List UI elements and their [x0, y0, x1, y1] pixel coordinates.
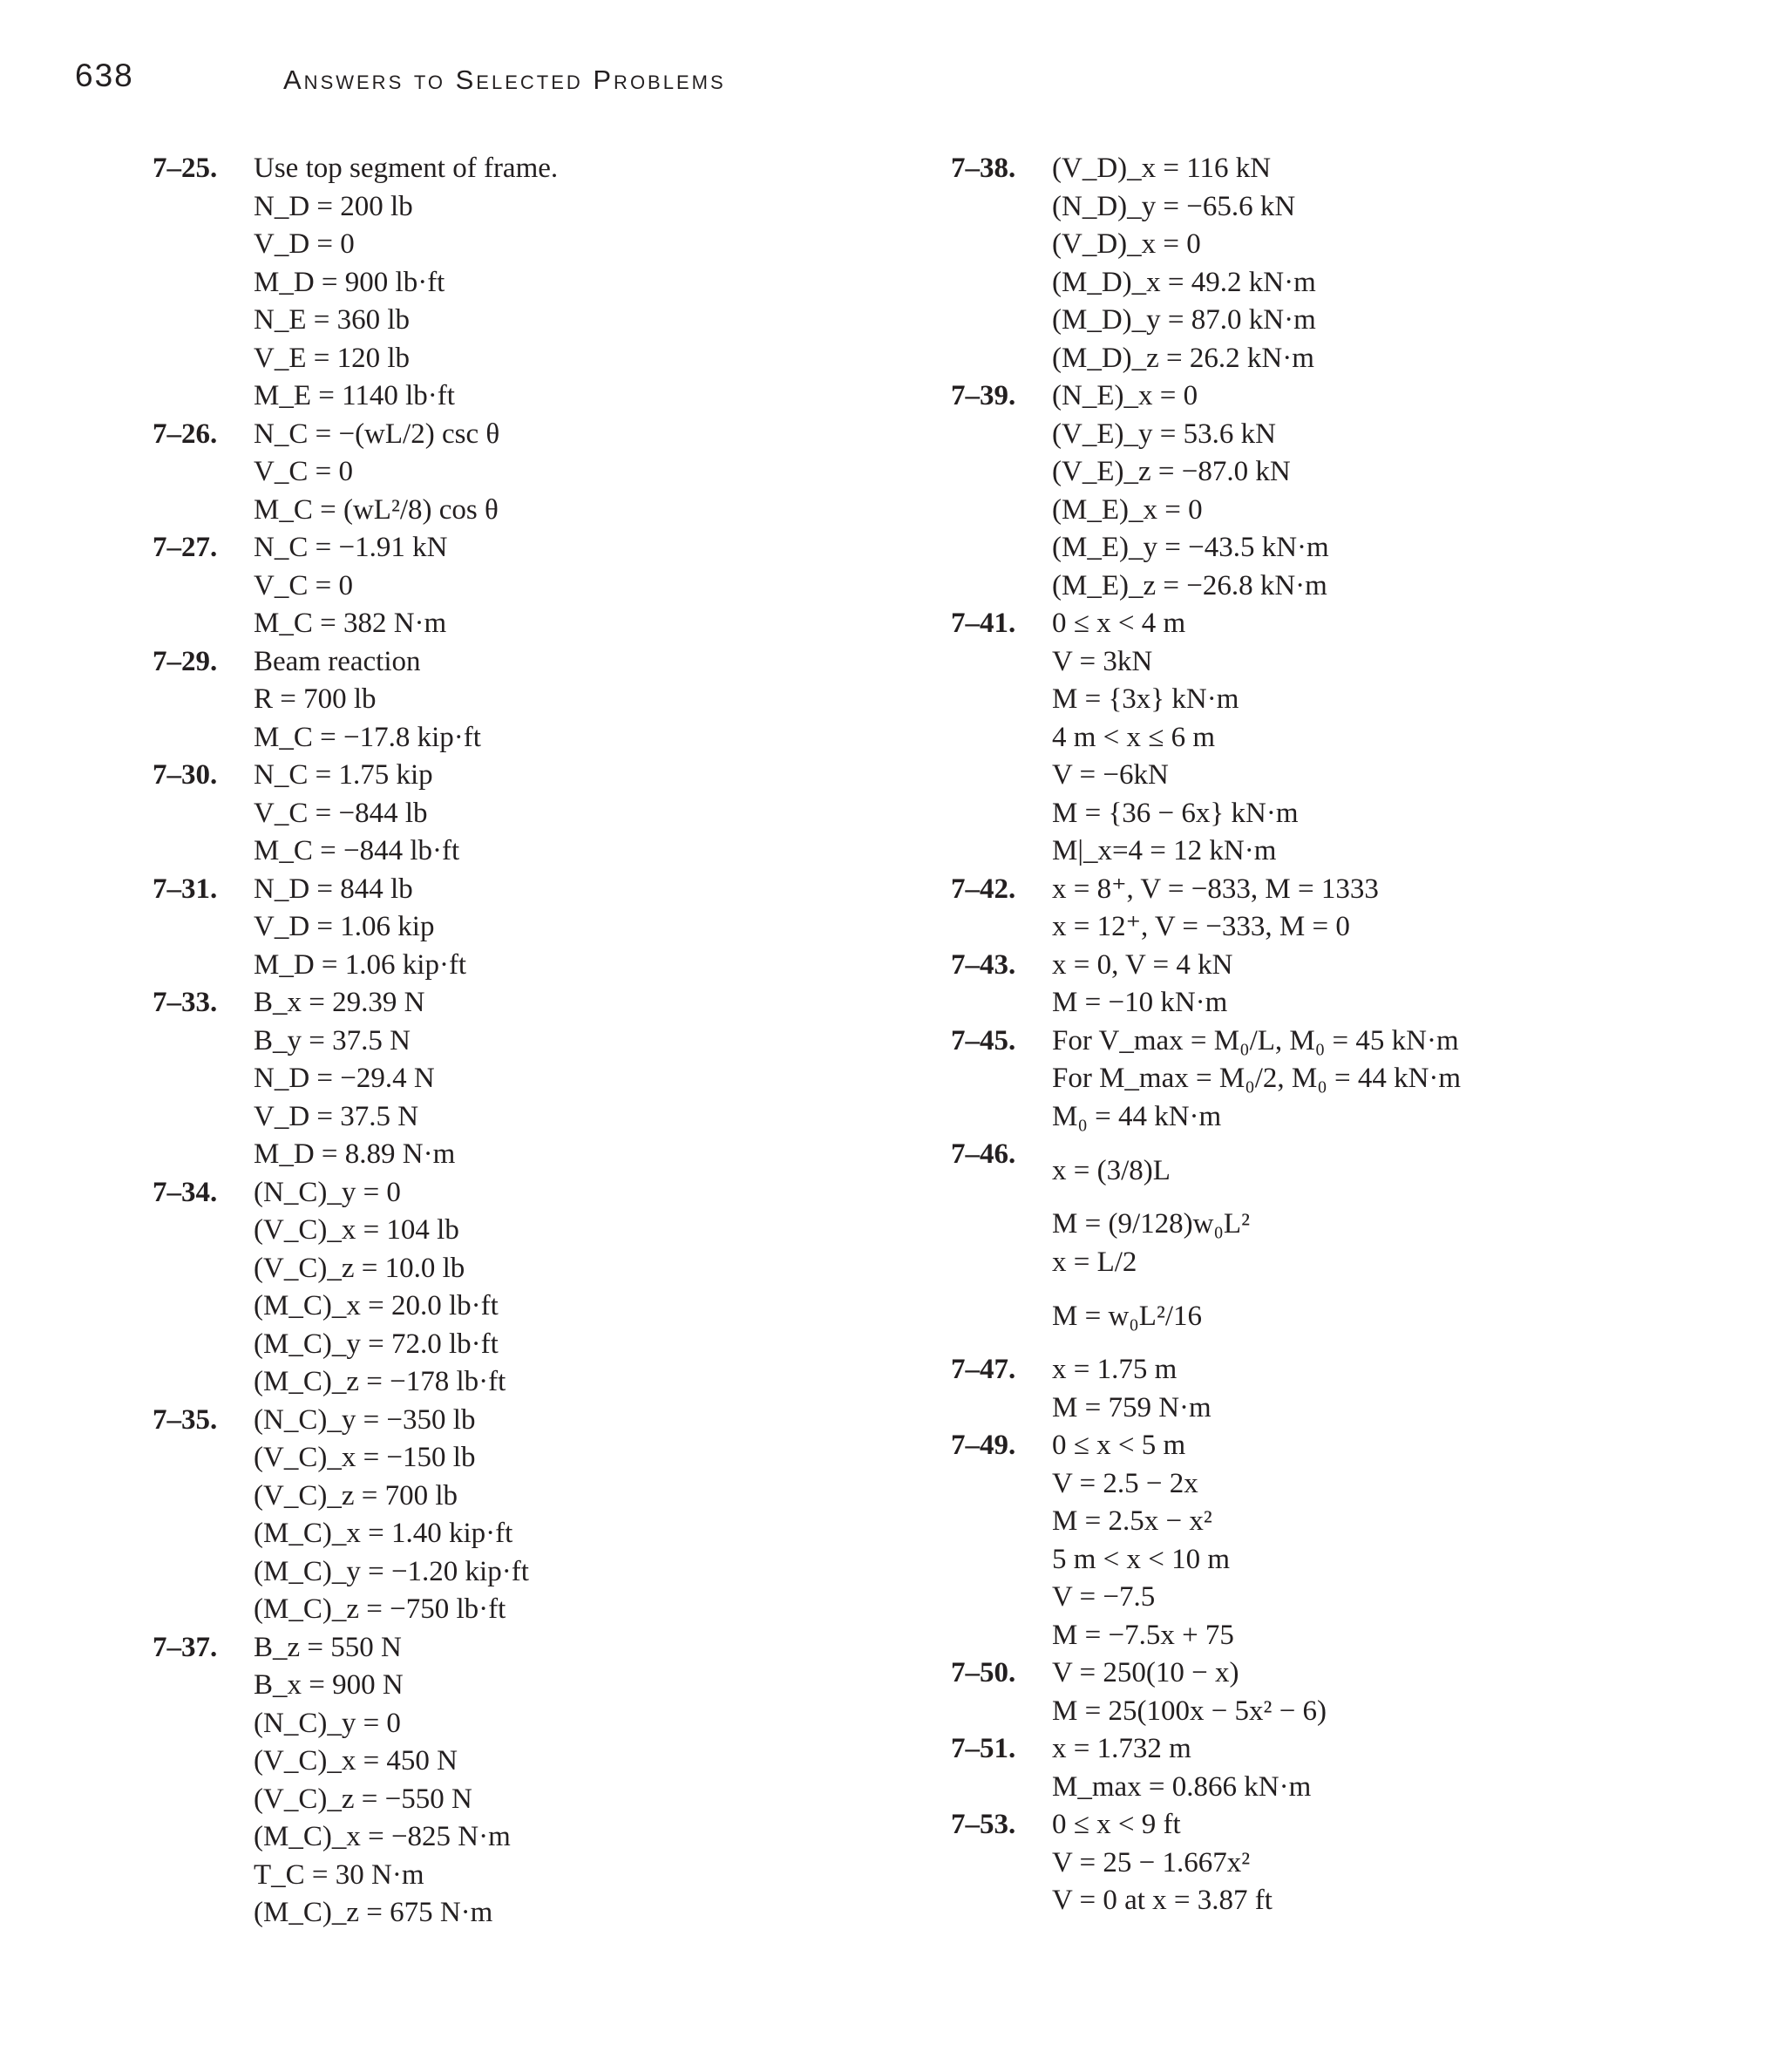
problem-number: 7–25. [153, 153, 218, 184]
answer-line: (V_C)_z = 700 lb [254, 1479, 458, 1512]
problem-number: 7–27. [153, 532, 218, 563]
answer-line: (M_E)_x = 0 [1052, 493, 1203, 526]
answer-entry [951, 1806, 1461, 1920]
answer-entry [153, 150, 558, 416]
answer-line: M_D = 900 lb·ft [254, 266, 445, 298]
answer-lines [1052, 377, 1329, 605]
answer-line: (M_C)_y = −1.20 kip·ft [254, 1555, 529, 1587]
answer-entry [951, 605, 1461, 871]
problem-number: 7–46. [951, 1138, 1016, 1170]
answer-lines [1052, 150, 1316, 377]
answer-lines [254, 416, 499, 530]
answer-line: x = 0, V = 4 kN [1052, 948, 1233, 981]
answer-entry [951, 1427, 1461, 1654]
answer-lines [1052, 1351, 1211, 1427]
answer-line: Use top segment of frame. [254, 153, 559, 184]
problem-number: 7–31. [153, 873, 218, 905]
answer-line: (M_C)_z = −178 lb·ft [254, 1366, 506, 1397]
answer-line: (V_C)_x = 450 N [254, 1745, 458, 1776]
answer-entry [153, 1174, 558, 1402]
answer-line: M_D = 1.06 kip·ft [254, 948, 467, 981]
answer-line: N_C = −(wL/2) csc θ [254, 418, 500, 450]
problem-number: 7–50. [951, 1657, 1016, 1688]
running-head: Answers to Selected Problems [283, 65, 726, 95]
answer-line: V_C = −844 lb [254, 797, 428, 829]
answer-line: M_E = 1140 lb·ft [254, 380, 455, 411]
answer-line: 0 ≤ x < 4 m [1052, 608, 1186, 639]
answer-entry [153, 871, 558, 985]
answer-line: M₀ = 44 kN·m [1052, 1100, 1222, 1132]
answer-line: V_C = 0 [254, 569, 353, 601]
answer-lines [254, 757, 459, 871]
answer-entry [153, 1402, 558, 1629]
answer-entry [951, 150, 1461, 377]
answer-line: (N_D)_y = −65.6 kN [1052, 190, 1296, 222]
answer-line: (N_C)_y = 0 [254, 1707, 401, 1739]
answer-lines [254, 1402, 529, 1629]
answer-line: M = (9/128)w₀L² [1052, 1208, 1250, 1240]
answer-line: M = 25(100x − 5x² − 6) [1052, 1695, 1327, 1727]
answer-line: (V_E)_y = 53.6 kN [1052, 418, 1276, 450]
problem-number: 7–39. [951, 380, 1016, 411]
answer-line: M_C = 382 N·m [254, 608, 447, 639]
answer-line: N_E = 360 lb [254, 304, 411, 336]
answer-line: (V_E)_z = −87.0 kN [1052, 456, 1291, 487]
answer-line: M = 759 N·m [1052, 1391, 1211, 1423]
answer-lines [254, 1629, 511, 1933]
answer-line: M_C = −844 lb·ft [254, 835, 460, 866]
answer-line: V_C = 0 [254, 456, 353, 487]
problem-number: 7–34. [153, 1176, 218, 1208]
answer-line: M|_x=4 = 12 kN·m [1052, 835, 1277, 866]
answer-lines [1052, 1427, 1234, 1654]
answer-line: (N_E)_x = 0 [1052, 380, 1198, 411]
answer-entry [951, 871, 1461, 947]
answer-line: (V_C)_z = 10.0 lb [254, 1252, 465, 1284]
answer-line: (M_C)_z = −750 lb·ft [254, 1593, 506, 1625]
answer-entry [951, 1654, 1461, 1730]
answer-lines [1052, 1022, 1461, 1137]
answer-line: Beam reaction [254, 645, 421, 677]
answer-line: V_D = 1.06 kip [254, 911, 435, 942]
page-number: 638 [75, 58, 134, 93]
answer-line: 0 ≤ x < 5 m [1052, 1430, 1186, 1461]
answer-line: M_C = (wL²/8) cos θ [254, 493, 499, 526]
answer-entry [153, 757, 558, 871]
answer-line: V = 250(10 − x) [1052, 1657, 1239, 1688]
answer-lines [254, 1174, 506, 1402]
answer-line: (V_D)_x = 0 [1052, 228, 1201, 260]
answer-line: V = 3kN [1052, 645, 1153, 677]
answer-line: B_x = 29.39 N [254, 987, 425, 1018]
answer-entry [951, 1351, 1461, 1427]
answer-line: M_max = 0.866 kN·m [1052, 1770, 1312, 1803]
problem-number: 7–41. [951, 608, 1016, 639]
answer-line: N_D = −29.4 N [254, 1063, 435, 1094]
answer-lines [1052, 1654, 1327, 1730]
answer-entry [153, 529, 558, 643]
answer-line: (V_D)_x = 116 kN [1052, 153, 1272, 184]
answer-lines [1052, 605, 1298, 871]
problem-number: 7–49. [951, 1430, 1016, 1461]
answer-lines [1052, 947, 1232, 1022]
answer-lines [254, 529, 447, 643]
answer-line: x = 8⁺, V = −833, M = 1333 [1052, 873, 1379, 905]
answer-line: B_z = 550 N [254, 1631, 402, 1663]
answer-line: (M_C)_x = −825 N·m [254, 1821, 511, 1852]
answer-line: V_D = 37.5 N [254, 1100, 419, 1132]
problem-number: 7–38. [951, 153, 1016, 184]
answer-lines [1052, 871, 1379, 947]
answer-line: (M_C)_z = 675 N·m [254, 1897, 493, 1928]
answer-line: M_C = −17.8 kip·ft [254, 721, 481, 753]
answer-line: For M_max = M₀/2, M₀ = 44 kN·m [1052, 1063, 1462, 1094]
answer-line: M_D = 8.89 N·m [254, 1138, 456, 1170]
problem-number: 7–45. [951, 1024, 1016, 1056]
problem-number: 7–42. [951, 873, 1016, 905]
answer-entry [153, 984, 558, 1174]
answer-line: M = {36 − 6x} kN·m [1052, 797, 1299, 829]
answer-line: V = 2.5 − 2x [1052, 1467, 1198, 1499]
answer-line: (M_D)_y = 87.0 kN·m [1052, 304, 1316, 336]
answer-line: V_E = 120 lb [254, 342, 411, 374]
problem-number: 7–29. [153, 645, 218, 677]
answer-lines [254, 150, 558, 416]
answer-lines [1052, 1136, 1250, 1351]
answer-line: M = w₀L²/16 [1052, 1301, 1203, 1332]
answer-line: (M_C)_y = 72.0 lb·ft [254, 1328, 499, 1360]
answer-line: N_D = 844 lb [254, 873, 413, 905]
answer-line: x = 1.732 m [1052, 1733, 1191, 1764]
problem-number: 7–43. [951, 948, 1016, 981]
answer-line: V_D = 0 [254, 228, 355, 260]
answer-entry [951, 377, 1461, 605]
answer-entry [951, 947, 1461, 1022]
problem-number: 7–35. [153, 1403, 218, 1436]
answer-lines [1052, 1730, 1311, 1806]
answer-line: (N_C)_y = −350 lb [254, 1403, 476, 1436]
problem-number: 7–47. [951, 1354, 1016, 1385]
answer-line: M = −10 kN·m [1052, 987, 1228, 1018]
answer-line: (V_C)_x = 104 lb [254, 1214, 459, 1246]
answer-line: V = −7.5 [1052, 1581, 1156, 1613]
answer-line: T_C = 30 N·m [254, 1858, 424, 1891]
problem-number: 7–30. [153, 759, 218, 791]
problem-number: 7–33. [153, 987, 218, 1018]
answer-line: N_C = −1.91 kN [254, 532, 448, 563]
answer-line: x = 12⁺, V = −333, M = 0 [1052, 911, 1350, 942]
answer-entry [951, 1136, 1461, 1351]
answer-line: x = 1.75 m [1052, 1354, 1178, 1385]
answer-line: M = 2.5x − x² [1052, 1505, 1212, 1537]
answers-left-column [153, 150, 558, 1933]
answer-line: M = −7.5x + 75 [1052, 1619, 1234, 1651]
answer-line: (M_D)_z = 26.2 kN·m [1052, 342, 1314, 374]
answer-line: R = 700 lb [254, 683, 377, 715]
answer-line: N_C = 1.75 kip [254, 759, 433, 791]
answer-line: x = (3/8)L [1052, 1155, 1171, 1186]
answer-entry [153, 643, 558, 757]
answer-line: 4 m < x ≤ 6 m [1052, 721, 1216, 753]
answer-line: N_D = 200 lb [254, 190, 413, 222]
answer-line: (M_C)_x = 20.0 lb·ft [254, 1290, 499, 1321]
answer-lines [254, 643, 481, 757]
answer-line: B_x = 900 N [254, 1669, 404, 1701]
answer-entry [951, 1022, 1461, 1137]
answer-entry [951, 1730, 1461, 1806]
problem-number: 7–26. [153, 418, 218, 450]
answer-line: B_y = 37.5 N [254, 1024, 411, 1056]
answer-entry [153, 1629, 558, 1933]
answer-line: M = {3x} kN·m [1052, 683, 1239, 715]
answer-lines [254, 871, 466, 985]
answer-line: 5 m < x < 10 m [1052, 1543, 1231, 1575]
answer-line: (V_C)_z = −550 N [254, 1783, 472, 1815]
answer-line: V = 0 at x = 3.87 ft [1052, 1885, 1273, 1916]
answer-lines [254, 984, 455, 1174]
answer-line: (M_E)_y = −43.5 kN·m [1052, 532, 1329, 563]
problem-number: 7–51. [951, 1733, 1016, 1764]
answer-entry [153, 416, 558, 530]
problem-number: 7–53. [951, 1809, 1016, 1840]
problem-number: 7–37. [153, 1631, 218, 1663]
answer-line: x = L/2 [1052, 1246, 1137, 1278]
answer-line: V = 25 − 1.667x² [1052, 1846, 1251, 1878]
answer-line: (M_D)_x = 49.2 kN·m [1052, 266, 1316, 298]
answer-line: V = −6kN [1052, 759, 1169, 791]
answers-right-column [951, 150, 1461, 1920]
answer-line: (M_C)_x = 1.40 kip·ft [254, 1518, 513, 1549]
answer-line: (N_C)_y = 0 [254, 1176, 401, 1208]
answer-lines [1052, 1806, 1273, 1920]
answer-line: (M_E)_z = −26.8 kN·m [1052, 569, 1327, 601]
answer-line: 0 ≤ x < 9 ft [1052, 1809, 1181, 1840]
answer-line: (V_C)_x = −150 lb [254, 1442, 476, 1473]
answer-line: For V_max = M₀/L, M₀ = 45 kN·m [1052, 1024, 1459, 1056]
